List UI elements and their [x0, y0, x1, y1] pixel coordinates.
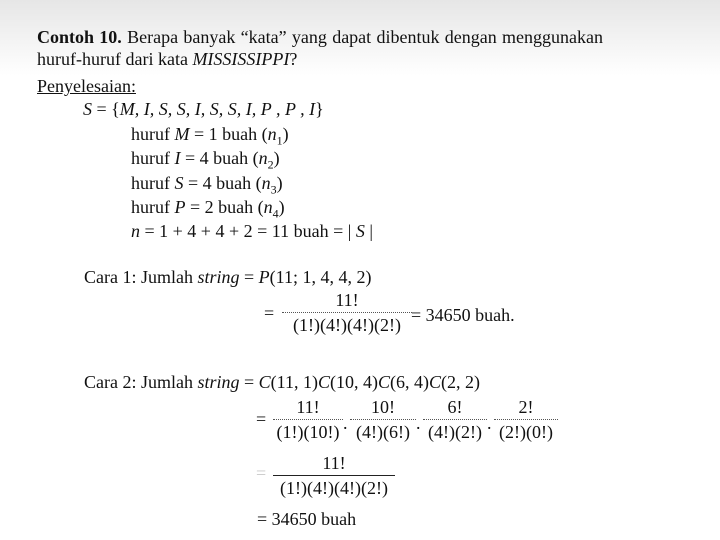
- cara1-string: string: [197, 267, 240, 287]
- combination-c: C: [258, 372, 271, 392]
- fraction-denominator: (1!)(4!)(4!)(2!): [280, 478, 388, 498]
- letter-line-m: [131, 123, 289, 148]
- letter-symbol: P: [174, 197, 186, 217]
- letter-prefix: huruf: [131, 124, 175, 144]
- cara2-equals-1: =: [256, 409, 267, 429]
- letter-sub: 3: [270, 182, 277, 197]
- fraction-denominator: (2!)(0!): [499, 422, 553, 442]
- combination-args: (10, 4): [330, 372, 379, 392]
- cara2-equals-2: =: [256, 463, 267, 483]
- letter-close: ): [282, 124, 289, 144]
- letter-close: ): [273, 148, 280, 168]
- cara1-eq: =: [239, 267, 259, 287]
- letter-n: n: [261, 173, 271, 193]
- fraction-bar: [494, 419, 558, 420]
- problem-qmark: ?: [289, 49, 298, 69]
- fraction-denominator: (4!)(6!): [356, 422, 410, 442]
- cara2-prefix: Cara 2: Jumlah: [84, 372, 198, 392]
- combination-args: (11, 1): [270, 372, 318, 392]
- total-line: [131, 220, 373, 242]
- combination-c: C: [429, 372, 442, 392]
- cara1-heading: [84, 266, 371, 288]
- multiply-dot: .: [343, 413, 348, 433]
- combination-c: C: [378, 372, 391, 392]
- multiply-dot: .: [416, 413, 421, 433]
- solution-label: Penyelesaian:: [37, 76, 136, 96]
- cara2-fraction-2: [350, 396, 416, 443]
- letter-prefix: huruf: [131, 148, 175, 168]
- letter-count: = 1 buah (: [189, 124, 268, 144]
- fraction-numerator: 11!: [322, 453, 346, 473]
- letter-prefix: huruf: [131, 197, 175, 217]
- fraction-bar: [350, 419, 416, 420]
- cara1-result: = 34650 buah.: [411, 305, 515, 325]
- cara2-final-result: = 34650 buah: [257, 509, 357, 529]
- letter-sub: 4: [272, 206, 279, 221]
- fraction-bar: [282, 312, 412, 313]
- cara1-args: (11; 1, 4, 4, 2): [269, 267, 372, 287]
- cara2-fraction-4: [494, 396, 558, 443]
- total-close: |: [364, 221, 373, 241]
- fraction-numerator: 2!: [518, 397, 534, 417]
- cara2-fraction-3: [423, 396, 487, 443]
- fraction-denominator: (1!)(4!)(4!)(2!): [293, 315, 401, 335]
- total-s: S: [355, 221, 365, 241]
- letter-sub: 2: [267, 157, 274, 172]
- letter-n: n: [258, 148, 268, 168]
- letter-symbol: S: [174, 173, 184, 193]
- cara1-func: P: [258, 267, 270, 287]
- cara1-prefix: Cara 1: Jumlah: [84, 267, 198, 287]
- fraction-bar: [423, 419, 487, 420]
- problem-word: MISSISSIPPI: [192, 49, 290, 69]
- cara2-string: string: [197, 372, 240, 392]
- letter-line-s: [131, 172, 283, 197]
- set-eq: = {: [92, 99, 120, 119]
- letter-prefix: huruf: [131, 173, 175, 193]
- letter-n: n: [267, 124, 277, 144]
- letter-close: ): [276, 173, 283, 193]
- set-close: }: [315, 99, 324, 119]
- set-definition: [83, 98, 324, 120]
- letter-line-i: [131, 147, 280, 172]
- combination-args: (6, 4): [390, 372, 430, 392]
- problem-statement: [37, 26, 603, 70]
- letter-symbol: I: [174, 148, 181, 168]
- letter-line-p: [131, 196, 285, 221]
- set-items: M, I, S, S, I, S, S, I, P , P , I: [119, 99, 316, 119]
- fraction-denominator: (4!)(2!): [428, 422, 482, 442]
- cara2-heading: [84, 371, 480, 393]
- letter-sub: 1: [276, 133, 283, 148]
- fraction-numerator: 11!: [296, 397, 320, 417]
- combination-c: C: [318, 372, 331, 392]
- fraction-numerator: 6!: [447, 397, 463, 417]
- letter-count: = 2 buah (: [185, 197, 264, 217]
- total-text: = 1 + 4 + 4 + 2 = 11 buah = |: [140, 221, 356, 241]
- fraction-numerator: 11!: [335, 290, 359, 310]
- set-lhs: S: [83, 99, 92, 119]
- cara1-fraction: [282, 289, 412, 336]
- total-n: n: [131, 221, 140, 241]
- cara1-equals: =: [264, 303, 275, 323]
- multiply-dot: .: [487, 413, 492, 433]
- letter-symbol: M: [174, 124, 190, 144]
- cara2-fraction-1: [273, 396, 343, 443]
- problem-text: Berapa banyak “kata” yang dapat dibentuk dengan menggunakan huruf-huruf dari kata: [37, 27, 603, 69]
- fraction-bar: [273, 419, 343, 420]
- fraction-denominator: (1!)(10!): [276, 422, 340, 442]
- letter-close: ): [278, 197, 285, 217]
- letter-n: n: [263, 197, 273, 217]
- fraction-numerator: 10!: [371, 397, 395, 417]
- letter-count: = 4 buah (: [183, 173, 262, 193]
- example-label: Contoh 10.: [37, 27, 122, 47]
- combination-args: (2, 2): [441, 372, 481, 392]
- cara2-eq: =: [239, 372, 259, 392]
- letter-count: = 4 buah (: [180, 148, 259, 168]
- fraction-bar: [273, 475, 395, 476]
- cara2-fraction-total: [273, 452, 395, 499]
